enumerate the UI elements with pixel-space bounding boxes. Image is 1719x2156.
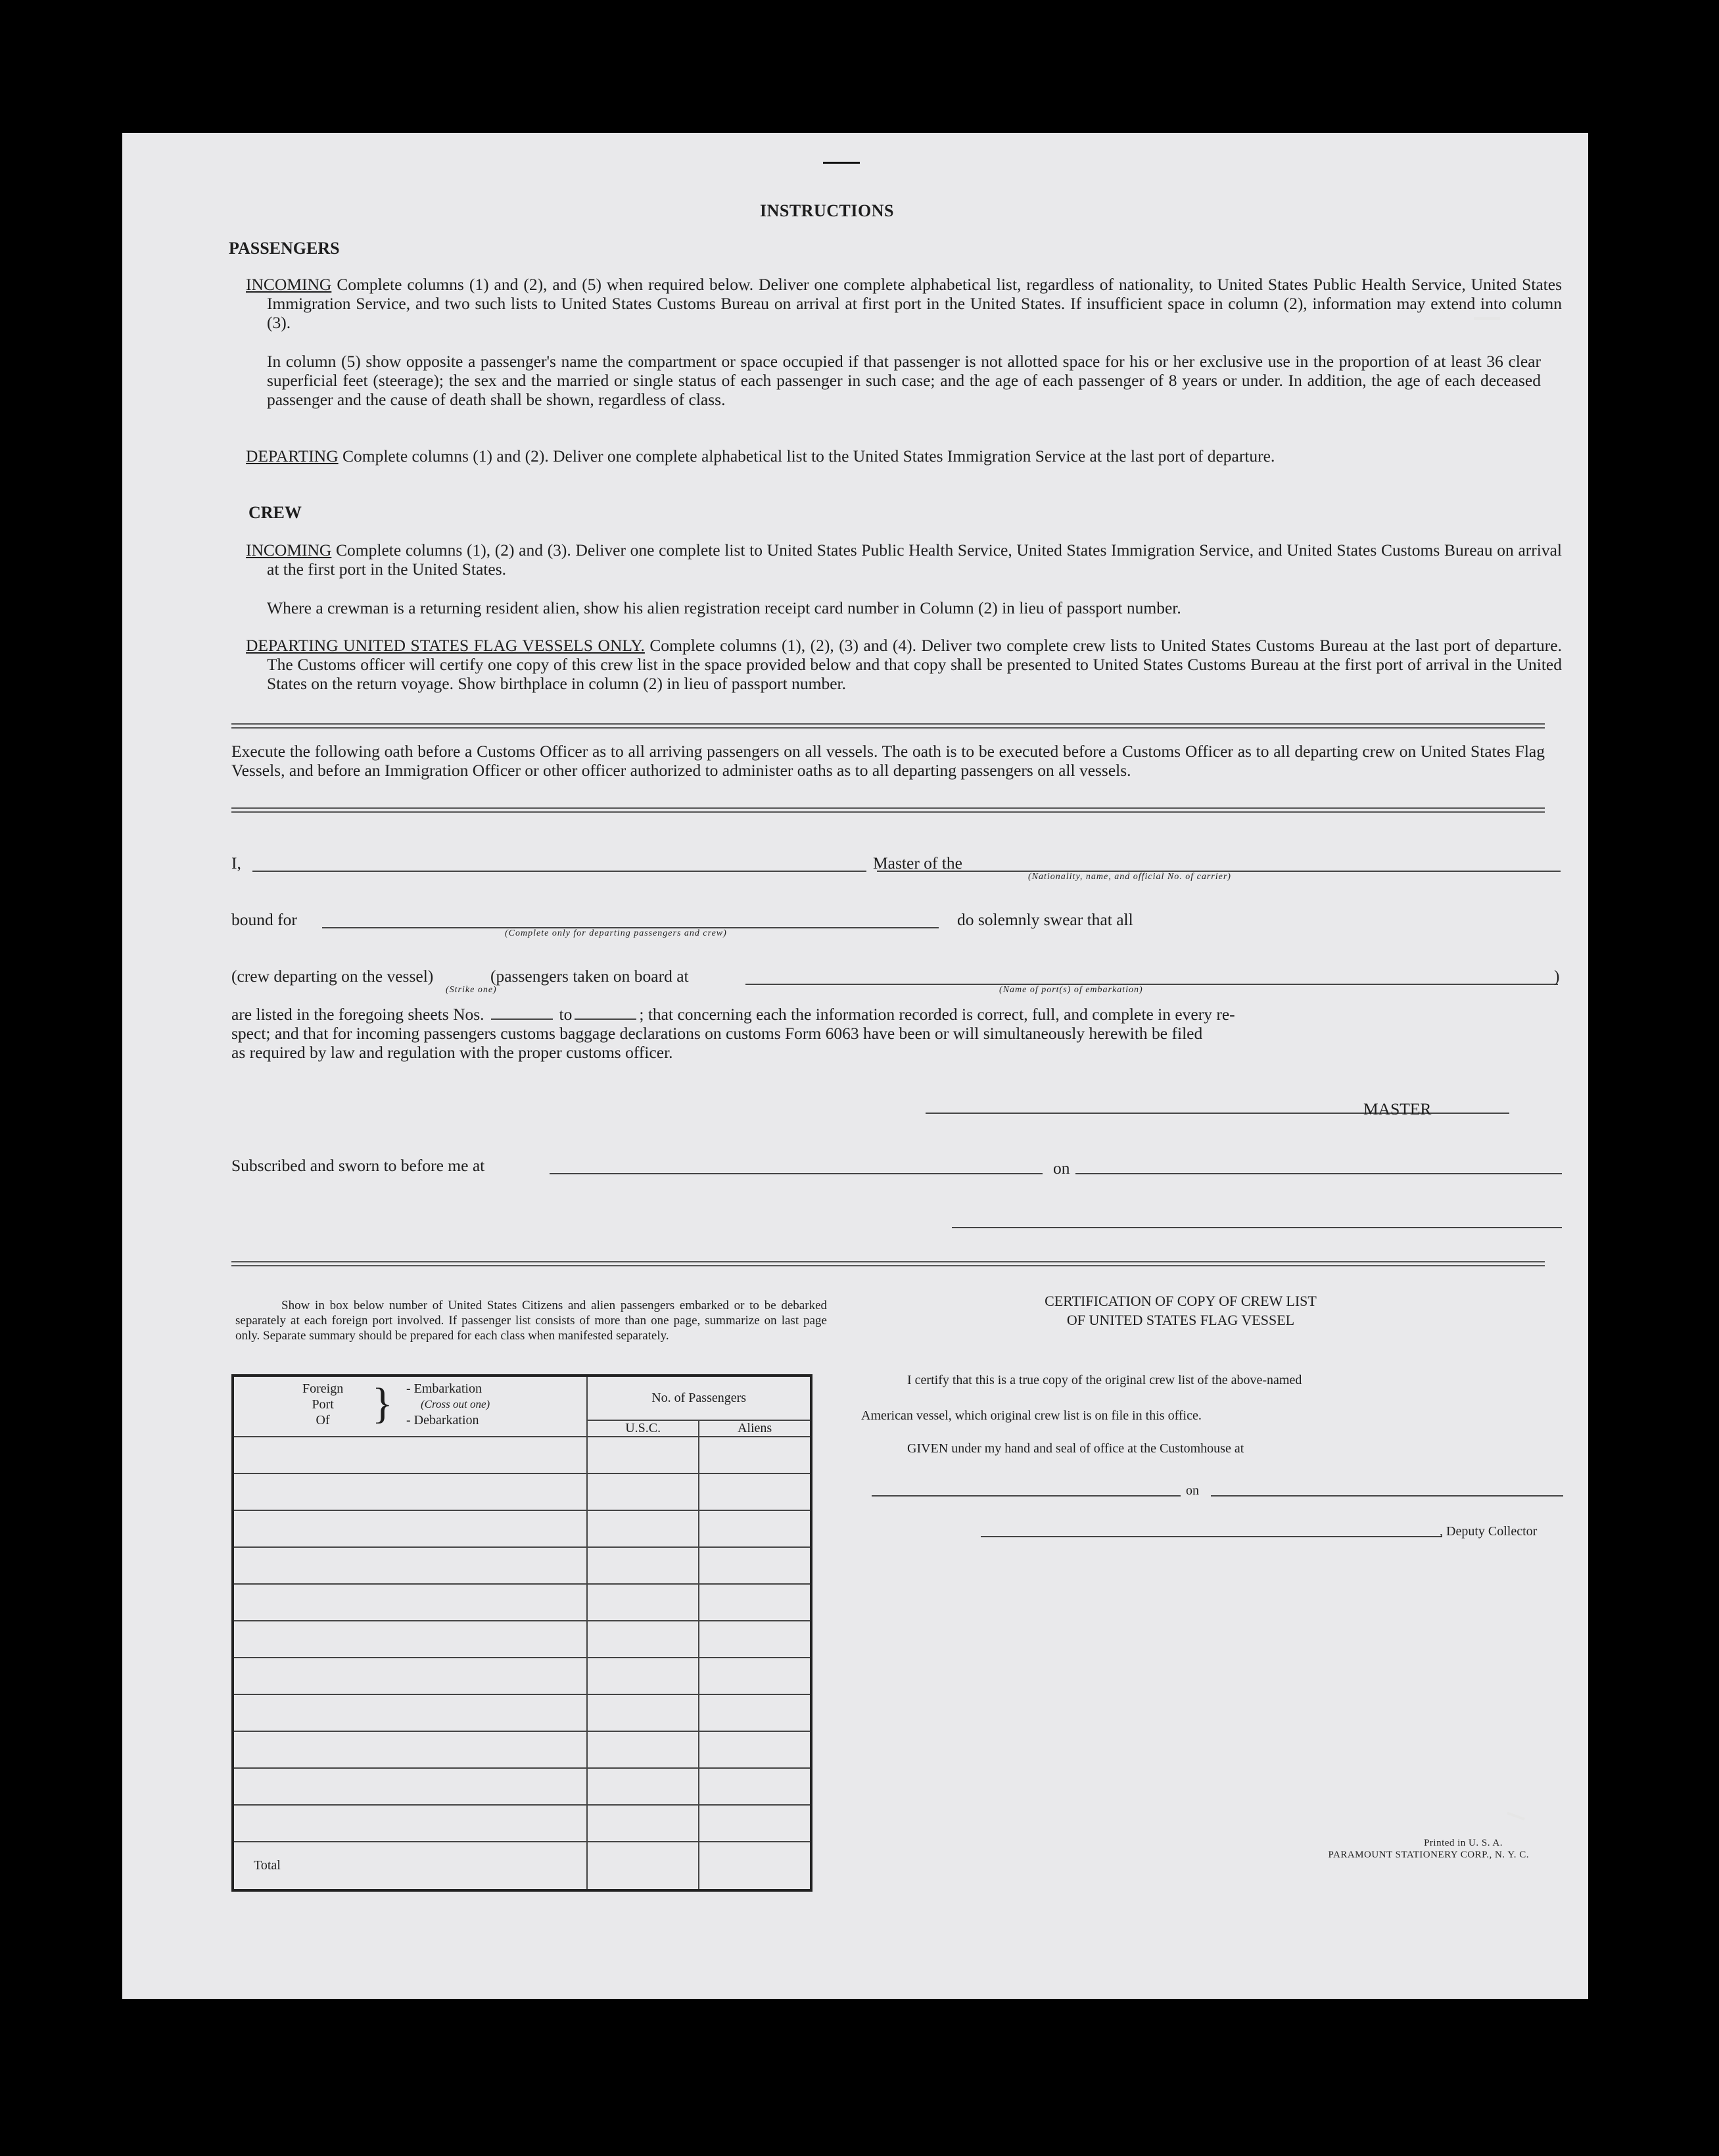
embark-options bbox=[406, 1381, 490, 1428]
port-cell[interactable] bbox=[233, 1547, 587, 1584]
aliens-cell[interactable] bbox=[699, 1658, 811, 1694]
bound-caption: (Complete only for departing passengers and crew) bbox=[505, 928, 727, 938]
document-page bbox=[122, 133, 1588, 1999]
summary-rows bbox=[233, 1437, 811, 1842]
printer-imprint bbox=[1161, 1837, 1529, 1861]
port-cell[interactable] bbox=[233, 1437, 587, 1473]
port-cell[interactable] bbox=[233, 1473, 587, 1510]
embarkation-port-field[interactable] bbox=[745, 984, 1558, 985]
given-line: GIVEN under my hand and seal of office at the Customhouse at bbox=[907, 1441, 1244, 1456]
strike-caption: (Strike one) bbox=[446, 985, 497, 995]
cert-date-field[interactable] bbox=[1211, 1495, 1563, 1497]
aliens-cell[interactable] bbox=[699, 1768, 811, 1805]
passengers-heading: PASSENGERS bbox=[229, 239, 340, 258]
crew-resident-instructions bbox=[267, 598, 1541, 617]
subscribed-label: Subscribed and sworn to before me at bbox=[231, 1156, 485, 1175]
summary-row bbox=[233, 1473, 811, 1510]
subscribed-on-label: on bbox=[1053, 1159, 1070, 1178]
certification-title bbox=[918, 1291, 1444, 1330]
crew-incoming-label: INCOMING bbox=[246, 540, 332, 560]
summary-row bbox=[233, 1547, 811, 1584]
close-paren: ) bbox=[1554, 967, 1560, 986]
divider bbox=[231, 1261, 1545, 1266]
foreign-label: Foreign bbox=[302, 1381, 344, 1396]
customhouse-field[interactable] bbox=[872, 1495, 1181, 1497]
aliens-cell[interactable] bbox=[699, 1805, 811, 1842]
passengers-taken-option[interactable]: (passengers taken on board at bbox=[490, 967, 689, 986]
port-cell[interactable] bbox=[233, 1768, 587, 1805]
to-label: to bbox=[559, 1005, 573, 1024]
certify-line1: I certify that this is a true copy of the original crew list of the above-named bbox=[907, 1373, 1302, 1387]
deputy-signature-field[interactable] bbox=[981, 1536, 1442, 1537]
total-usc-cell[interactable] bbox=[587, 1842, 699, 1890]
page-title: INSTRUCTIONS bbox=[760, 201, 894, 220]
total-label: Total bbox=[233, 1842, 587, 1890]
crew-incoming-text: Complete columns (1), (2) and (3). Deliver one complete list to United States Public Health Service, United States Immigration Service, and United States Customs Bureau on arrival at the first port in the United States. bbox=[267, 540, 1563, 579]
divider bbox=[231, 723, 1545, 729]
port-cell[interactable] bbox=[233, 1658, 587, 1694]
port-cell[interactable] bbox=[233, 1805, 587, 1842]
listed-statement bbox=[231, 1005, 1547, 1062]
subscribed-place-field[interactable] bbox=[550, 1173, 1043, 1174]
printer-company: PARAMOUNT STATIONERY CORP., N. Y. C. bbox=[1328, 1850, 1529, 1860]
aliens-cell[interactable] bbox=[699, 1694, 811, 1731]
oath-intro: Execute the following oath before a Customs Officer as to all arriving passengers on all vessels. The oath is to be executed before a Customs Officer as to all departing crew on United States Flag Vessels, and before an Immigration Officer or other officer authorized to administer oaths as to all departing passengers on all vessels. bbox=[231, 742, 1545, 780]
usc-cell[interactable] bbox=[587, 1510, 699, 1547]
port-cell[interactable] bbox=[233, 1510, 587, 1547]
aliens-cell[interactable] bbox=[699, 1547, 811, 1584]
bound-for-label: bound for bbox=[231, 910, 297, 929]
crew-resident-text: Where a crewman is a returning resident alien, show his alien registration receipt card number in Column (2) in lieu of passport number. bbox=[267, 598, 1181, 617]
listed-prefix: are listed in the foregoing sheets Nos. bbox=[231, 1005, 484, 1024]
total-aliens-cell[interactable] bbox=[699, 1842, 811, 1890]
divider bbox=[231, 807, 1545, 813]
oath-i-label: I, bbox=[231, 853, 241, 873]
usc-cell[interactable] bbox=[587, 1694, 699, 1731]
printed-in: Printed in U. S. A. bbox=[1424, 1838, 1503, 1848]
summary-row bbox=[233, 1768, 811, 1805]
usc-header: U.S.C. bbox=[587, 1420, 699, 1437]
usc-cell[interactable] bbox=[587, 1473, 699, 1510]
ports-caption: (Name of port(s) of embarkation) bbox=[999, 985, 1143, 995]
column5-text: In column (5) show opposite a passenger's name the compartment or space occupied if that passenger is not allotted space for his or her exclusive use in the proportion of at least 36 clear superficial feet (steerage); the sex and the married or single status of each passenger in such case; and the age of each passenger of 8 years or under. In addition, the age of each deceased passenger and the cause of death shall be shown, regardless of class. bbox=[267, 352, 1541, 409]
port-cell[interactable] bbox=[233, 1694, 587, 1731]
aliens-header: Aliens bbox=[699, 1420, 811, 1437]
usc-cell[interactable] bbox=[587, 1731, 699, 1768]
summary-row bbox=[233, 1694, 811, 1731]
brace: } bbox=[372, 1379, 393, 1427]
aliens-cell[interactable] bbox=[699, 1621, 811, 1658]
aliens-cell[interactable] bbox=[699, 1437, 811, 1473]
aliens-cell[interactable] bbox=[699, 1731, 811, 1768]
swear-label: do solemnly swear that all bbox=[957, 910, 1133, 929]
summary-row bbox=[233, 1731, 811, 1768]
foreign-port-label bbox=[302, 1381, 343, 1428]
officer-signature-field[interactable] bbox=[952, 1227, 1562, 1228]
cert-title-line1: CERTIFICATION OF COPY OF CREW LIST bbox=[1045, 1293, 1317, 1309]
passengers-incoming-instructions bbox=[246, 275, 1562, 332]
usc-cell[interactable] bbox=[587, 1658, 699, 1694]
summary-row bbox=[233, 1805, 811, 1842]
of-label: Of bbox=[316, 1413, 330, 1427]
master-of-label: Master of the bbox=[873, 853, 962, 873]
aliens-cell[interactable] bbox=[699, 1473, 811, 1510]
usc-cell[interactable] bbox=[587, 1547, 699, 1584]
usc-cell[interactable] bbox=[587, 1768, 699, 1805]
debarkation-option[interactable]: - Debarkation bbox=[406, 1413, 479, 1427]
incoming-text: Complete columns (1) and (2), and (5) when required below. Deliver one complete alphabetical list, regardless of nationality, to United States Public Health Service, United States Immigration Service, and two such lists to United States Customs Bureau on arrival at first port in the United States. If insufficient space in column (2), information may extend into column (3). bbox=[267, 275, 1562, 332]
margin-mark bbox=[1474, 317, 1500, 320]
deputy-collector-label: , Deputy Collector bbox=[1440, 1524, 1538, 1539]
usc-cell[interactable] bbox=[587, 1805, 699, 1842]
departing-text: Complete columns (1) and (2). Deliver one complete alphabetical list to the United States Immigration Service at the last port of departure. bbox=[342, 446, 1275, 466]
usc-cell[interactable] bbox=[587, 1584, 699, 1621]
aliens-cell[interactable] bbox=[699, 1510, 811, 1547]
crew-departing-instructions bbox=[246, 636, 1562, 693]
certify-line2: American vessel, which original crew list is on file in this office. bbox=[861, 1408, 1202, 1423]
sheet-to-field[interactable] bbox=[575, 1018, 636, 1020]
crew-departing-label: DEPARTING UNITED STATES FLAG VESSELS ONLY. bbox=[246, 636, 645, 655]
passengers-departing-instructions bbox=[246, 446, 1562, 466]
sheet-from-field[interactable] bbox=[491, 1018, 553, 1020]
crew-incoming-instructions bbox=[246, 540, 1562, 579]
crew-departing-option[interactable]: (crew departing on the vessel) bbox=[231, 967, 434, 986]
summary-row bbox=[233, 1658, 811, 1694]
summary-row bbox=[233, 1510, 811, 1547]
master-name-field[interactable] bbox=[252, 871, 866, 872]
port-cell[interactable] bbox=[233, 1621, 587, 1658]
passenger-summary-table bbox=[231, 1374, 812, 1892]
carrier-caption: (Nationality, name, and official No. of carrier) bbox=[1028, 872, 1231, 882]
summary-row bbox=[233, 1437, 811, 1473]
port-label: Port bbox=[312, 1397, 334, 1412]
port-cell[interactable] bbox=[233, 1731, 587, 1768]
cert-title-line2: OF UNITED STATES FLAG VESSEL bbox=[1066, 1312, 1295, 1328]
listed-line2: spect; and that for incoming passengers customs baggage declarations on customs Form 6063 have been or will simultaneously herewith be filed bbox=[231, 1024, 1203, 1043]
incoming-label: INCOMING bbox=[246, 275, 332, 294]
usc-cell[interactable] bbox=[587, 1437, 699, 1473]
departing-label: DEPARTING bbox=[246, 446, 339, 466]
port-cell[interactable] bbox=[233, 1584, 587, 1621]
subscribed-date-field[interactable] bbox=[1075, 1173, 1562, 1174]
cert-on-label: on bbox=[1186, 1483, 1199, 1498]
aliens-cell[interactable] bbox=[699, 1584, 811, 1621]
cross-out-caption: (Cross out one) bbox=[421, 1398, 490, 1410]
listed-suffix: ; that concerning each the information recorded is correct, full, and complete in every re- bbox=[639, 1005, 1235, 1024]
crew-departing-text: Complete columns (1), (2), (3) and (4). Deliver two complete crew lists to United States Customs Bureau at the last port of departure. The Customs officer will certify one copy of this crew list in the space provided below and that copy shall be presented to United States Customs Bureau at the first port of arrival in the United States on the return voyage. Show birthplace in column (2) in lieu of passport number. bbox=[267, 636, 1562, 693]
master-label: MASTER bbox=[1363, 1099, 1432, 1118]
summary-instructions: Show in box below number of United States Citizens and alien passengers embarked or to be debarked separately at each foreign port involved. If passenger list consists of more than one page, summarize on last page only. Separate summary should be prepared for each class when manifested separately. bbox=[235, 1299, 827, 1343]
summary-row bbox=[233, 1584, 811, 1621]
punch-mark bbox=[823, 162, 860, 164]
summary-row bbox=[233, 1621, 811, 1658]
embarkation-option[interactable]: - Embarkation bbox=[406, 1381, 482, 1396]
usc-cell[interactable] bbox=[587, 1621, 699, 1658]
passengers-column5-instructions bbox=[267, 352, 1541, 409]
no-of-passengers-header: No. of Passengers bbox=[587, 1376, 811, 1420]
crew-heading: CREW bbox=[248, 503, 302, 522]
listed-line3: as required by law and regulation with the proper customs officer. bbox=[231, 1043, 673, 1062]
